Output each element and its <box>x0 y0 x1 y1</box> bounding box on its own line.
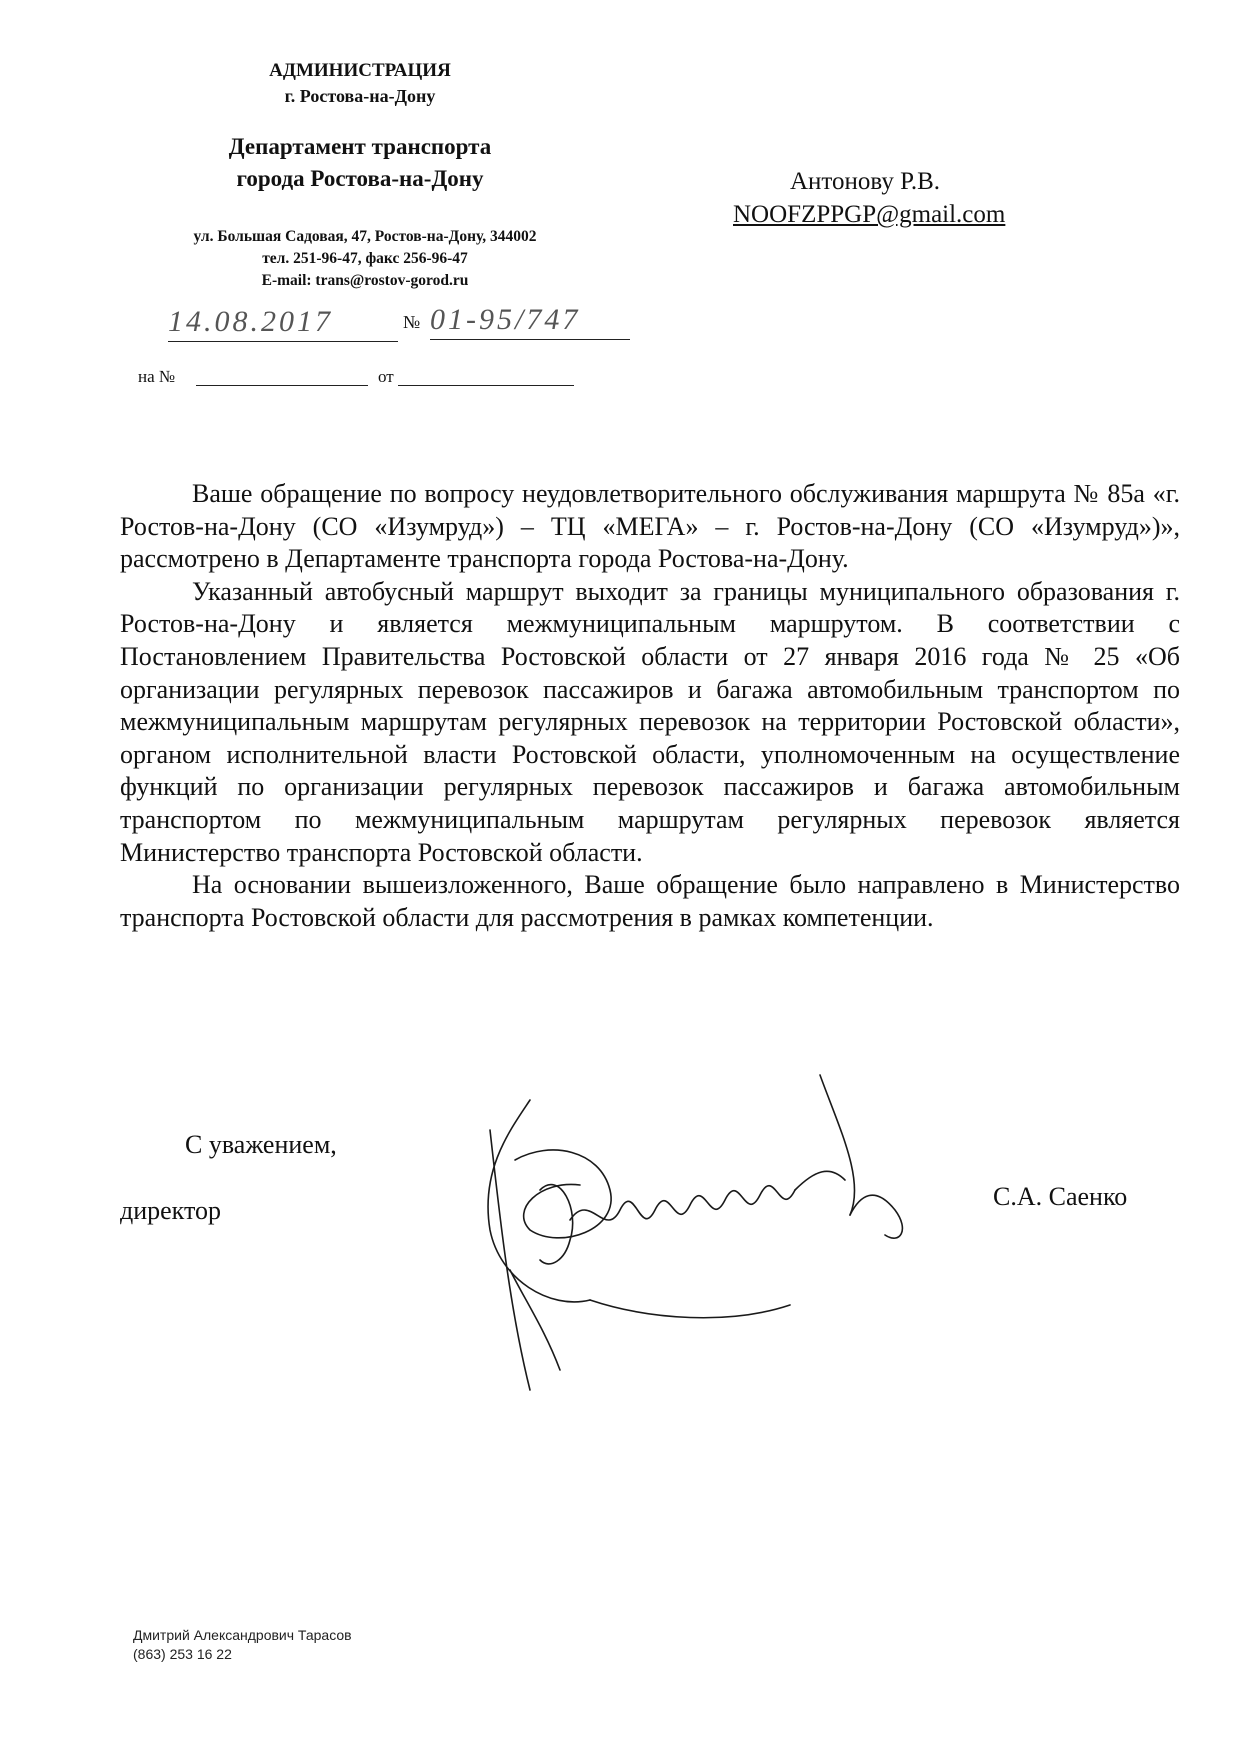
signer-position: директор <box>120 1196 221 1225</box>
reply-to-date-label: от <box>378 367 394 386</box>
closing-regards: С уважением, <box>185 1130 337 1159</box>
reply-to-number-label: на № <box>138 367 176 386</box>
letter-body <box>120 478 1180 934</box>
outgoing-date-handwritten: 14.08.2017 <box>168 303 398 342</box>
number-sign: № <box>403 312 421 332</box>
reply-to-date-line <box>398 385 574 386</box>
reply-to-number-line <box>196 385 368 386</box>
handwritten-signature <box>470 1070 990 1400</box>
body-paragraph: Указанный автобусный маршрут выходит за границы муниципального образования г. Ростов-на-Дону и является межмуниципальным маршрутом. В соответствии с Постановлением Правительства Ростовской области от 27 января 2016 года № 25 «Об организации регулярных перевозок пассажиров и багажа автомобильным транспортом по межмуниципальным маршрутам регулярных перевозок на территории Ростовской области», органом исполнительной власти Ростовской области, уполномоченным на осуществление функций по организации регулярных перевозок пассажиров и багажа автомобильным транспортом по межмуниципальным маршрутам регулярных перевозок является Министерство транспорта Ростовской области. <box>120 576 1180 867</box>
department-phone: тел. 251-96-47, факс 256-96-47 <box>262 250 468 267</box>
outgoing-number-handwritten: 01-95/747 <box>430 301 630 340</box>
department-email: E-mail: trans@rostov-gorod.ru <box>261 272 469 289</box>
body-paragraph: Ваше обращение по вопросу неудовлетворительного обслуживания маршрута № 85а «г. Ростов-на-Дону (СО «Изумруд») – ТЦ «МЕГА» – г. Ростов-на-Дону (СО «Изумруд»)», рассмотрено в Департаменте транспорта города Ростова-на-Дону. <box>120 479 1180 574</box>
signer-name: С.А. Саенко <box>993 1182 1128 1211</box>
addressee-email: NOOFZPPGP@gmail.com <box>733 201 1006 228</box>
department-title-line1: Департамент транспорта <box>228 134 492 159</box>
department-title-line2: города Ростова-на-Дону <box>236 166 484 191</box>
executor-name: Дмитрий Александрович Тарасов <box>133 1627 352 1643</box>
addressee-name: Антонову Р.В. <box>790 168 941 195</box>
body-paragraph: На основании вышеизложенного, Ваше обращение было направлено в Министерство транспорта Ростовской области для рассмотрения в рамках компетенции. <box>120 870 1180 932</box>
executor-phone: (863) 253 16 22 <box>133 1646 232 1662</box>
department-address: ул. Большая Садовая, 47, Ростов-на-Дону, 344002 <box>193 228 537 245</box>
admin-title: АДМИНИСТРАЦИЯ <box>269 60 451 81</box>
admin-city: г. Ростова-на-Дону <box>284 86 436 106</box>
